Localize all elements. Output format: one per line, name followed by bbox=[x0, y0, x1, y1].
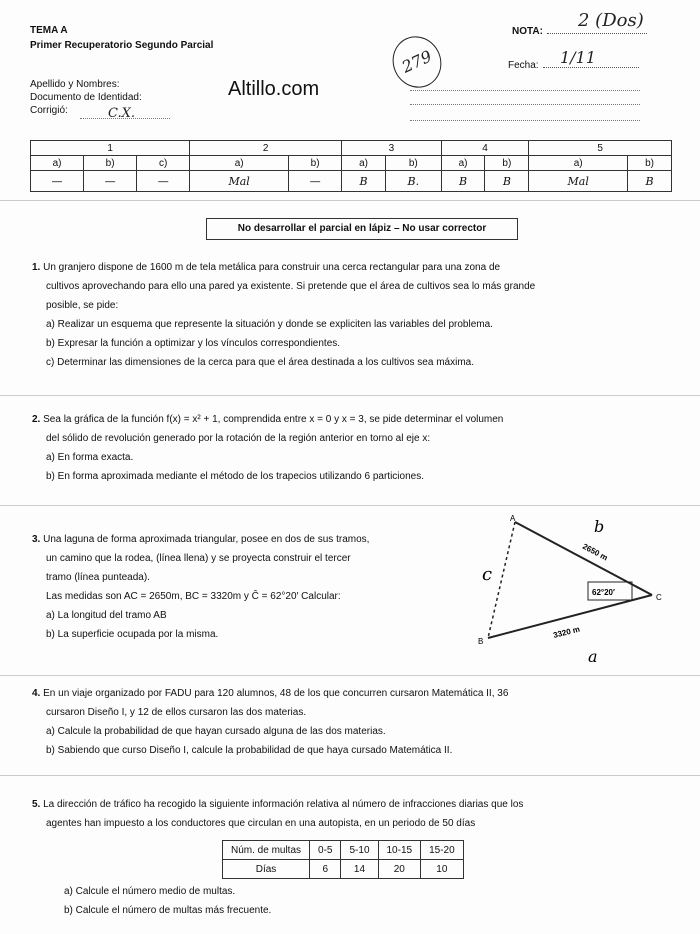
grade-value: 2 (Dos) bbox=[578, 10, 644, 31]
part-cell: c) bbox=[137, 156, 190, 171]
divider bbox=[0, 775, 700, 776]
question-number: 5. bbox=[32, 799, 41, 810]
question-text: Sea la gráfica de la función f(x) = x² + 1, comprendida entre x = 0 y x = 3, se pide determinar el volumen bbox=[43, 414, 504, 425]
fines-table-header bbox=[223, 841, 464, 860]
group-cell: 4 bbox=[441, 141, 529, 156]
part-cell: b) bbox=[628, 156, 672, 171]
name-line bbox=[410, 90, 640, 91]
table-cell: 6 bbox=[310, 860, 341, 879]
mark-cell: — bbox=[289, 171, 342, 192]
group-cell: 5 bbox=[529, 141, 672, 156]
grade-label: NOTA: bbox=[512, 26, 543, 37]
mark-cell: Mal bbox=[529, 171, 628, 192]
table-cell: 20 bbox=[378, 860, 421, 879]
question-part-a: a) La longitud del tramo AB bbox=[46, 610, 167, 621]
instructions-box: No desarrollar el parcial en lápiz – No usar corrector bbox=[206, 218, 518, 240]
table-cell: 10 bbox=[421, 860, 464, 879]
part-cell: b) bbox=[485, 156, 529, 171]
watermark: Altillo.com bbox=[228, 78, 320, 100]
side-bc-length: 3320 m bbox=[552, 624, 581, 640]
question-number: 3. bbox=[32, 534, 41, 545]
question-text: En un viaje organizado por FADU para 120 alumnos, 48 de los que concurren cursaron Matemática II, 36 bbox=[43, 688, 509, 699]
divider bbox=[0, 675, 700, 676]
mark-cell: B bbox=[628, 171, 672, 192]
date-value: 1/11 bbox=[560, 48, 596, 67]
group-cell: 3 bbox=[342, 141, 442, 156]
divider bbox=[0, 200, 700, 201]
question-text: La dirección de tráfico ha recogido la siguiente información relativa al número de infracciones diarias que los bbox=[43, 799, 524, 810]
question-2 bbox=[32, 410, 652, 486]
mark-cell: — bbox=[31, 171, 84, 192]
vertex-a-label: A bbox=[510, 514, 516, 523]
divider bbox=[0, 505, 700, 506]
question-text: un camino que la rodea, (línea llena) y se proyecta construir el tercer bbox=[46, 553, 351, 564]
group-cell: 1 bbox=[31, 141, 190, 156]
corrector-line-right bbox=[410, 120, 640, 121]
corrector-value: C.X. bbox=[108, 106, 136, 121]
question-1 bbox=[32, 258, 652, 372]
group-cell: 2 bbox=[190, 141, 342, 156]
question-number: 4. bbox=[32, 688, 41, 699]
part-cell: a) bbox=[529, 156, 628, 171]
fines-table-row bbox=[223, 860, 464, 879]
question-part-b: b) La superficie ocupada por la misma. bbox=[46, 629, 219, 640]
grade-table-parts bbox=[31, 156, 672, 171]
id-line bbox=[410, 104, 640, 105]
question-text: Un granjero dispone de 1600 m de tela metálica para construir una cerca rectangular para una zona de bbox=[43, 262, 501, 273]
part-cell: a) bbox=[190, 156, 289, 171]
part-cell: b) bbox=[289, 156, 342, 171]
question-part-a: a) Calcule el número medio de multas. bbox=[64, 886, 236, 897]
question-text: agentes han impuesto a los conductores que circulan en una autopista, en un periodo de 50 días bbox=[46, 818, 476, 829]
name-field-label: Apellido y Nombres: bbox=[30, 79, 120, 90]
exam-title: Primer Recuperatorio Segundo Parcial bbox=[30, 40, 214, 51]
part-cell: a) bbox=[441, 156, 485, 171]
question-text: cultivos aprovechando para ello una pared ya existente. Si pretende que el área de cultivos sea lo más grande bbox=[46, 281, 536, 292]
part-cell: a) bbox=[31, 156, 84, 171]
part-cell: b) bbox=[84, 156, 137, 171]
table-cell: 10-15 bbox=[378, 841, 421, 860]
question-text: cursaron Diseño I, y 12 de ellos cursaron las dos materias. bbox=[46, 707, 307, 718]
triangle-figure bbox=[470, 510, 690, 670]
part-cell: b) bbox=[385, 156, 441, 171]
question-text: posible, se pide: bbox=[46, 300, 119, 311]
mark-cell: B. bbox=[385, 171, 441, 192]
question-text: tramo (línea punteada). bbox=[46, 572, 150, 583]
table-cell: 15-20 bbox=[421, 841, 464, 860]
question-text: del sólido de revolución generado por la rotación de la región anterior en torno al eje x: bbox=[46, 433, 431, 444]
corrector-field-label: Corrigió: bbox=[30, 105, 68, 116]
question-part-b: b) En forma aproximada mediante el método de los trapecios utilizando 6 particiones. bbox=[46, 471, 424, 482]
question-part-a: a) Realizar un esquema que represente la situación y donde se expliciten las variables del problema. bbox=[46, 319, 493, 330]
mark-cell: B bbox=[485, 171, 529, 192]
question-part-b: b) Sabiendo que curso Diseño I, calcule la probabilidad de que haya cursado Matemática II. bbox=[46, 745, 453, 756]
mark-cell: — bbox=[137, 171, 190, 192]
table-cell: 0-5 bbox=[310, 841, 341, 860]
table-cell: 5-10 bbox=[341, 841, 378, 860]
mark-cell: Mal bbox=[190, 171, 289, 192]
divider bbox=[0, 395, 700, 396]
question-part-a: a) Calcule la probabilidad de que hayan cursado alguna de las dos materias. bbox=[46, 726, 386, 737]
table-cell: 14 bbox=[341, 860, 378, 879]
exam-topic: TEMA A bbox=[30, 25, 68, 36]
fines-table bbox=[222, 840, 464, 879]
grade-table bbox=[30, 140, 672, 192]
question-5 bbox=[32, 795, 672, 833]
question-number: 2. bbox=[32, 414, 41, 425]
vertex-b-label: B bbox=[478, 637, 484, 646]
question-part-c: c) Determinar las dimensiones de la cerca para que el área destinada a los cultivos sea máxima. bbox=[46, 357, 474, 368]
grade-table-groups bbox=[31, 141, 672, 156]
question-part-b: b) Calcule el número de multas más frecuente. bbox=[64, 905, 272, 916]
part-cell: a) bbox=[342, 156, 386, 171]
question-5-parts bbox=[64, 882, 664, 920]
angle-label: 62°20′ bbox=[592, 588, 615, 597]
question-number: 1. bbox=[32, 262, 41, 273]
question-4 bbox=[32, 684, 652, 760]
handwritten-a: a bbox=[588, 647, 598, 666]
handwritten-c: c bbox=[482, 564, 493, 585]
grade-table-marks bbox=[31, 171, 672, 192]
question-text: Las medidas son AC = 2650m, BC = 3320m y Ĉ = 62°20′ Calcular: bbox=[46, 591, 341, 602]
mark-cell: B bbox=[342, 171, 386, 192]
question-text: Una laguna de forma aproximada triangular, posee en dos de sus tramos, bbox=[43, 534, 370, 545]
table-cell: Núm. de multas bbox=[223, 841, 310, 860]
mark-cell: B bbox=[441, 171, 485, 192]
table-cell: Días bbox=[223, 860, 310, 879]
exam-number-stamp: 279 bbox=[384, 28, 449, 95]
handwritten-b: b bbox=[594, 517, 605, 536]
exam-header bbox=[30, 24, 213, 52]
question-3 bbox=[32, 530, 462, 644]
date-label: Fecha: bbox=[508, 60, 539, 71]
side-ac-length: 2650 m bbox=[581, 541, 610, 563]
vertex-c-label: C bbox=[656, 593, 662, 602]
question-part-a: a) En forma exacta. bbox=[46, 452, 134, 463]
side-ac bbox=[515, 522, 652, 595]
id-field-label: Documento de Identidad: bbox=[30, 92, 142, 103]
question-part-b: b) Expresar la función a optimizar y los vínculos correspondientes. bbox=[46, 338, 341, 349]
mark-cell: — bbox=[84, 171, 137, 192]
